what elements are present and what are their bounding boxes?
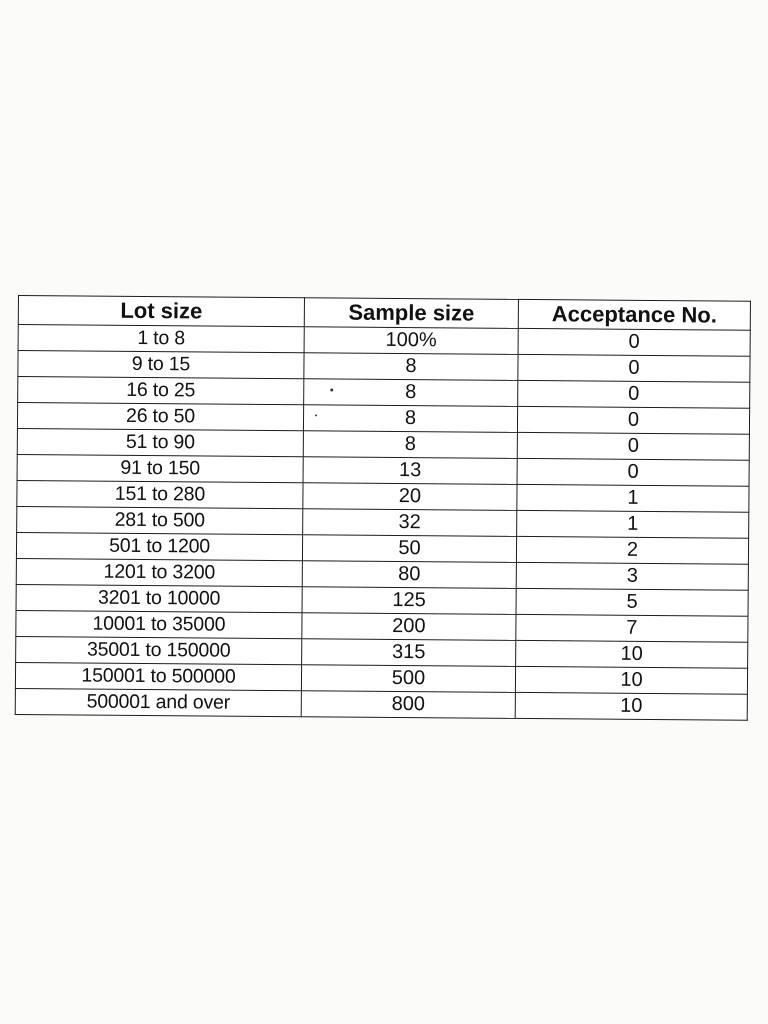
lot-size-cell: 281 to 500: [17, 506, 303, 534]
lot-size-cell: 501 to 1200: [16, 532, 302, 560]
sample-size-cell: 8: [303, 405, 517, 433]
acceptance-no-cell: 10: [516, 640, 748, 668]
lot-size-cell: 26 to 50: [17, 403, 303, 431]
sample-size-cell: 125: [302, 587, 516, 615]
lot-size-cell: 150001 to 500000: [15, 662, 301, 690]
acceptance-no-cell: 0: [517, 432, 749, 460]
sample-size-cell: 80: [302, 561, 516, 589]
header-acceptance-no: Acceptance No.: [518, 299, 750, 330]
sample-size-cell: 8: [303, 431, 517, 459]
lot-size-cell: 1 to 8: [18, 325, 304, 353]
lot-size-cell: 91 to 150: [17, 454, 303, 482]
sampling-plan-sheet: [15, 295, 750, 721]
lot-size-cell: 3201 to 10000: [16, 584, 302, 612]
table-row: [15, 688, 747, 720]
sample-size-cell: 8: [304, 353, 518, 381]
lot-size-cell: 9 to 15: [18, 351, 304, 379]
acceptance-no-cell: 1: [517, 484, 749, 512]
lot-size-cell: 16 to 25: [18, 377, 304, 405]
table-body: [15, 325, 750, 721]
lot-size-cell: 35001 to 150000: [16, 636, 302, 664]
acceptance-no-cell: 10: [515, 692, 747, 720]
sample-size-cell: 800: [301, 691, 515, 719]
paper-speck: [315, 414, 317, 416]
sample-size-cell: 100%: [304, 327, 518, 355]
acceptance-no-cell: 1: [517, 510, 749, 538]
acceptance-no-cell: 2: [516, 536, 748, 564]
sample-size-cell: 315: [302, 639, 516, 667]
lot-size-cell: 51 to 90: [17, 428, 303, 456]
paper-speck: [330, 388, 333, 391]
acceptance-no-cell: 0: [518, 328, 750, 356]
sample-size-cell: 200: [302, 613, 516, 641]
sample-size-cell: 20: [303, 483, 517, 511]
lot-size-cell: 151 to 280: [17, 480, 303, 508]
lot-size-cell: 500001 and over: [15, 688, 301, 716]
acceptance-no-cell: 0: [517, 458, 749, 486]
sample-size-cell: 50: [302, 535, 516, 563]
acceptance-no-cell: 10: [515, 666, 747, 694]
acceptance-no-cell: 0: [518, 380, 750, 408]
sample-size-cell: 8: [304, 379, 518, 407]
acceptance-no-cell: 7: [516, 614, 748, 642]
header-lot-size: Lot size: [18, 296, 304, 327]
sample-size-cell: 500: [301, 665, 515, 693]
lot-size-cell: 1201 to 3200: [16, 558, 302, 586]
sampling-plan-table: [15, 295, 751, 721]
acceptance-no-cell: 3: [516, 562, 748, 590]
acceptance-no-cell: 0: [517, 406, 749, 434]
lot-size-cell: 10001 to 35000: [16, 610, 302, 638]
sample-size-cell: 13: [303, 457, 517, 485]
sample-size-cell: 32: [303, 509, 517, 537]
acceptance-no-cell: 5: [516, 588, 748, 616]
acceptance-no-cell: 0: [518, 354, 750, 382]
header-sample-size: Sample size: [304, 298, 518, 329]
